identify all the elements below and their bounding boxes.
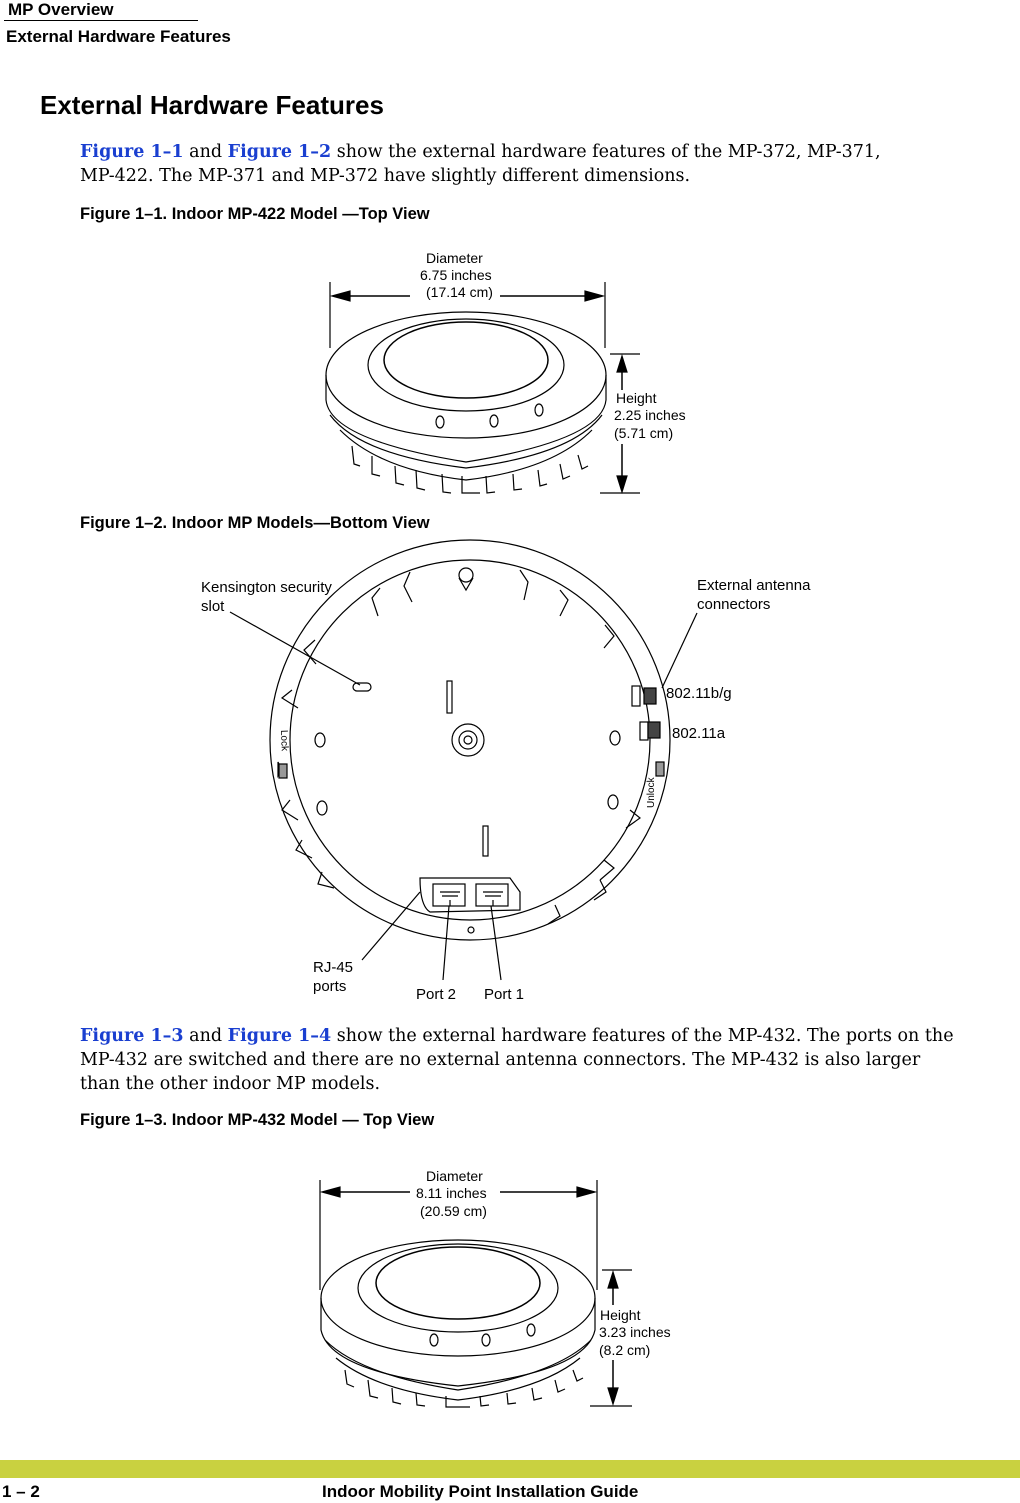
- figure-link-1-2[interactable]: Figure 1–2: [227, 142, 332, 162]
- figure-link-1-4[interactable]: Figure 1–4: [227, 1026, 332, 1046]
- fig1-diameter-label-2: 6.75 inches: [420, 267, 492, 283]
- figure-1-1-caption: Figure 1–1. Indoor MP-422 Model —Top View: [80, 205, 430, 223]
- port2-label: Port 2: [416, 986, 457, 1003]
- page-number: 1 – 2: [2, 1482, 40, 1501]
- kensington-label-1: Kensington security: [201, 579, 332, 596]
- fig3-diameter-label-1: Diameter: [426, 1168, 483, 1184]
- fig3-height-label-2: 3.23 inches: [599, 1324, 671, 1340]
- fig3-diameter-label-2: 8.11 inches: [416, 1185, 487, 1201]
- intro-paragraph: Figure 1–1 and Figure 1–2 show the external hardware features of the MP-372, MP-371, MP-422. The MP-371 and MP-372 have slightly different dimensions.: [80, 142, 881, 186]
- port1-label: Port 1: [484, 986, 525, 1003]
- fig1-diameter-label-3: (17.14 cm): [426, 284, 493, 300]
- fig3-height-label-3: (8.2 cm): [599, 1342, 651, 1358]
- fig1-height-label-1: Height: [616, 390, 657, 406]
- figure-link-1-3[interactable]: Figure 1–3: [80, 1026, 184, 1046]
- lock-label: Lock: [278, 729, 290, 752]
- figure-link-1-1[interactable]: Figure 1–1: [80, 142, 184, 162]
- rj45-label-1: RJ-45: [313, 959, 354, 976]
- section-heading: External Hardware Features: [40, 90, 384, 120]
- kensington-label-2: slot: [201, 598, 225, 615]
- rj45-label-2: ports: [313, 978, 347, 995]
- fig1-height-label-3: (5.71 cm): [614, 425, 674, 441]
- antenna-label-1: External antenna: [697, 577, 811, 594]
- fig1-diameter-label-1: Diameter: [426, 250, 483, 266]
- running-header-section: External Hardware Features: [6, 27, 231, 46]
- fig3-diameter-label-3: (20.59 cm): [420, 1203, 487, 1219]
- figure-1-2-caption: Figure 1–2. Indoor MP Models—Bottom View: [80, 514, 430, 532]
- figure-1-3-caption: Figure 1–3. Indoor MP-432 Model — Top View: [80, 1111, 435, 1129]
- label-802-11a: 802.11a: [672, 725, 726, 742]
- fig1-height-label-2: 2.25 inches: [614, 407, 686, 423]
- footer-title: Indoor Mobility Point Installation Guide: [322, 1482, 639, 1501]
- antenna-label-2: connectors: [697, 596, 771, 613]
- label-802-11bg: 802.11b/g: [666, 685, 732, 702]
- unlock-label: Unlock: [646, 777, 657, 808]
- running-header-chapter: MP Overview: [8, 0, 114, 19]
- footer-bar: [0, 1460, 1020, 1478]
- fig3-height-label-1: Height: [600, 1307, 641, 1323]
- mp432-paragraph: Figure 1–3 and Figure 1–4 show the external hardware features of the MP-432. The ports on the MP-432 are switched and there are no external antenna connectors. The MP-432 is also larger than the other indoor MP models.: [80, 1026, 954, 1094]
